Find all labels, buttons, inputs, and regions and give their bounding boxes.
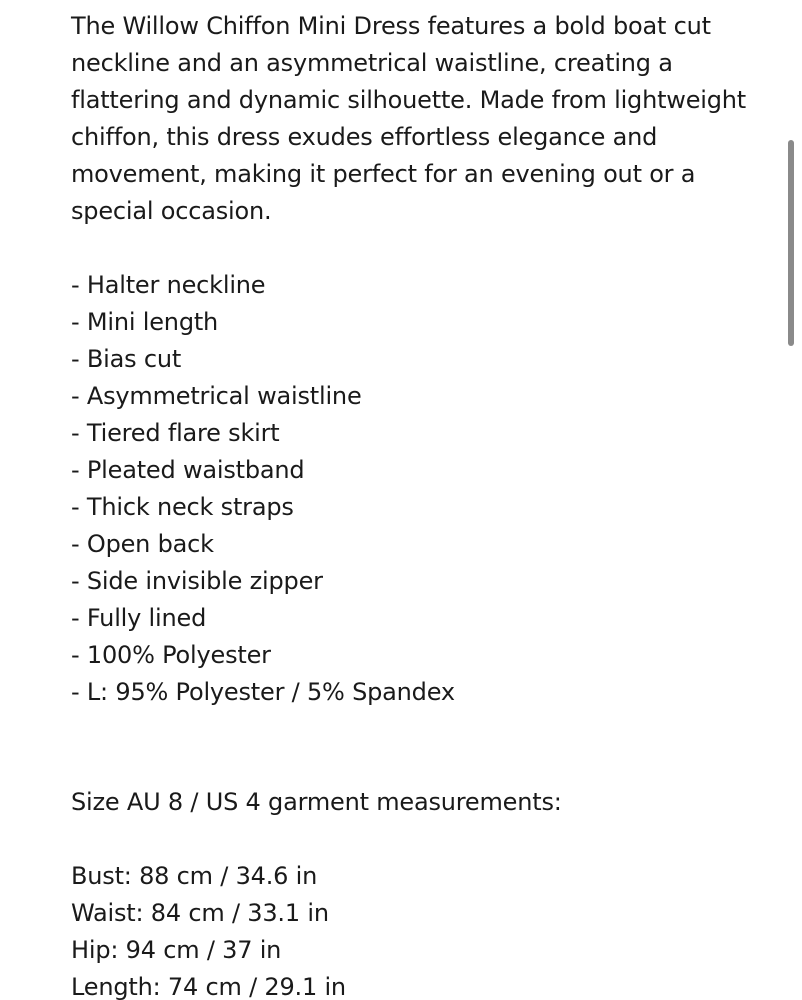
feature-item: - Asymmetrical waistline (71, 382, 362, 410)
feature-item: - Mini length (71, 308, 219, 336)
size-heading: Size AU 8 / US 4 garment measurements: (71, 788, 562, 816)
feature-item: - Open back (71, 530, 214, 558)
feature-item: - Bias cut (71, 345, 182, 373)
scrollbar-thumb[interactable] (788, 140, 794, 346)
measurement-item: Bust: 88 cm / 34.6 in (71, 862, 318, 890)
feature-item: - Tiered flare skirt (71, 419, 280, 447)
feature-item: - Halter neckline (71, 271, 266, 299)
feature-item: - Thick neck straps (71, 493, 294, 521)
measurement-item: Hip: 94 cm / 37 in (71, 936, 282, 964)
feature-item: - Side invisible zipper (71, 567, 323, 595)
feature-item: - L: 95% Polyester / 5% Spandex (71, 678, 455, 706)
feature-item: - Pleated waistband (71, 456, 305, 484)
measurement-item: Waist: 84 cm / 33.1 in (71, 899, 329, 927)
measurement-list (71, 858, 346, 1000)
product-details (71, 8, 761, 1000)
feature-item: - Fully lined (71, 604, 207, 632)
feature-item: - 100% Polyester (71, 641, 271, 669)
product-description: The Willow Chiffon Mini Dress features a bold boat cut neckline and an asymmetrical waistline, creating a flattering and dynamic silhouette. Made from lightweight chiffon, this dress exudes effortless elegance and movement, making it perfect for an evening out or a special occasion. (71, 12, 747, 225)
measurement-item: Length: 74 cm / 29.1 in (71, 973, 346, 1000)
feature-list (71, 267, 455, 711)
